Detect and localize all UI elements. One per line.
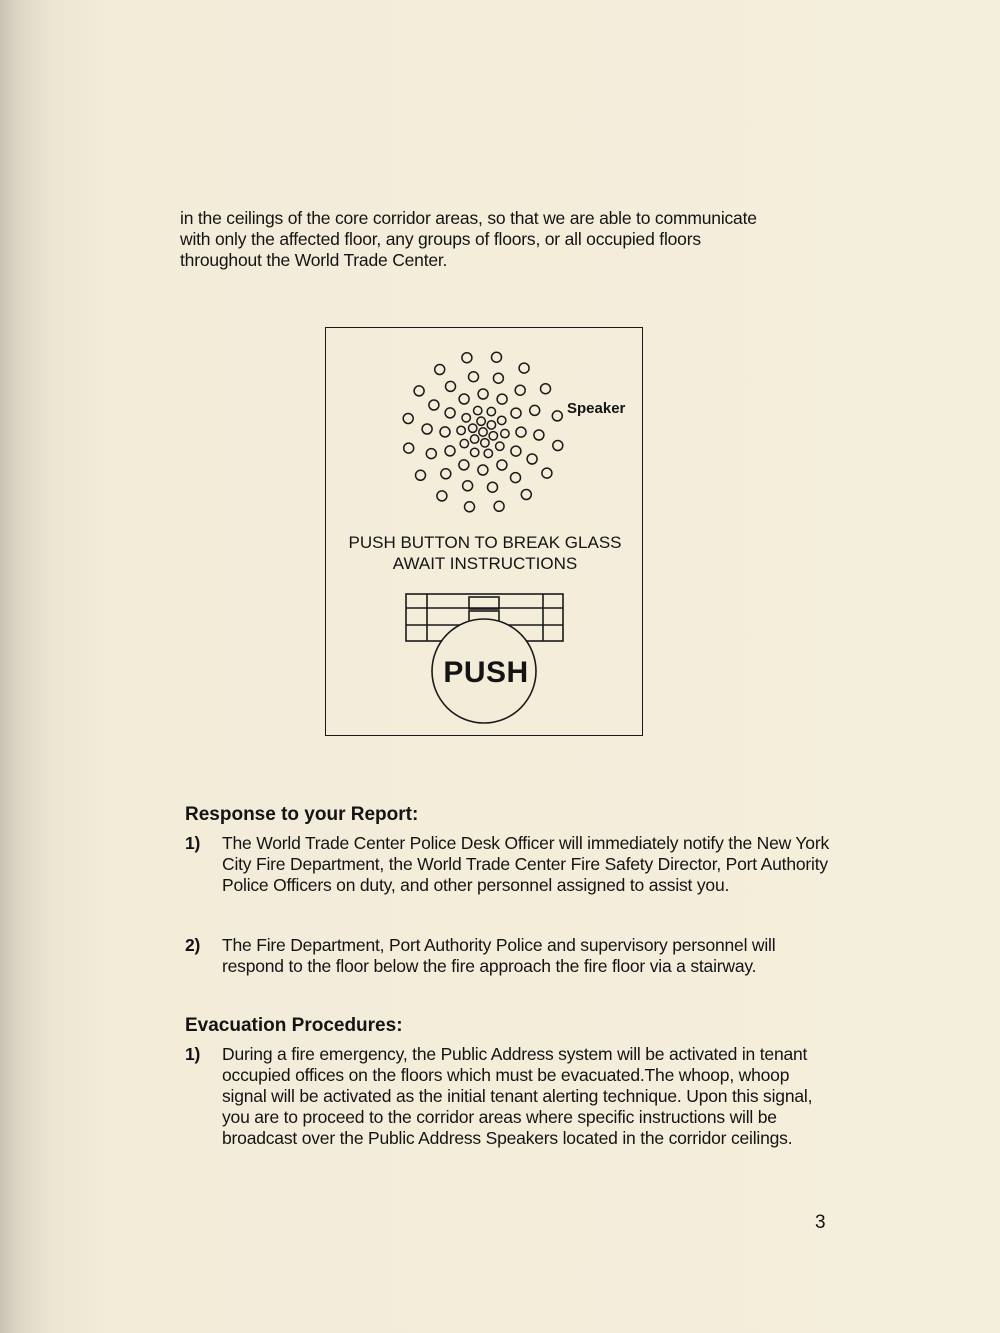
speaker-hole bbox=[470, 435, 478, 443]
speaker-hole bbox=[469, 424, 477, 432]
speaker-hole bbox=[477, 417, 485, 425]
speaker-hole bbox=[516, 427, 526, 437]
speaker-hole bbox=[445, 408, 455, 418]
speaker-hole bbox=[493, 373, 503, 383]
speaker-hole bbox=[479, 428, 487, 436]
speaker-hole bbox=[534, 430, 544, 440]
speaker-hole bbox=[497, 460, 507, 470]
speaker-label: Speaker bbox=[567, 400, 626, 417]
speaker-hole bbox=[463, 481, 473, 491]
speaker-hole bbox=[501, 429, 509, 437]
section-heading-evacuation: Evacuation Procedures: bbox=[185, 1015, 403, 1036]
speaker-hole bbox=[496, 442, 504, 450]
item-number: 1) bbox=[185, 833, 201, 853]
instruction-line-1: PUSH BUTTON TO BREAK GLASS bbox=[348, 533, 622, 552]
speaker-hole bbox=[462, 414, 470, 422]
speaker-hole bbox=[511, 473, 521, 483]
speaker-hole bbox=[465, 502, 475, 512]
item-text: The World Trade Center Police Desk Officer will immediately notify the New York City Fire Department, the World Trade Center Fire Safety Director, Port Authority Police Officers on duty, and other personnel assigned to assist you. bbox=[222, 833, 829, 895]
speaker-hole bbox=[511, 446, 521, 456]
speaker-hole bbox=[519, 363, 529, 373]
item-number: 2) bbox=[185, 935, 201, 955]
speaker-hole bbox=[521, 490, 531, 500]
speaker-hole bbox=[498, 416, 506, 424]
speaker-hole bbox=[459, 394, 469, 404]
speaker-hole bbox=[469, 372, 479, 382]
speaker-hole bbox=[459, 460, 469, 470]
speaker-hole bbox=[542, 468, 552, 478]
speaker-hole bbox=[471, 448, 479, 456]
speaker-hole bbox=[445, 446, 455, 456]
speaker-hole bbox=[457, 426, 465, 434]
speaker-hole bbox=[422, 424, 432, 434]
speaker-hole bbox=[404, 443, 414, 453]
speaker-hole bbox=[435, 365, 445, 375]
speaker-hole bbox=[416, 470, 426, 480]
speaker-hole bbox=[414, 386, 424, 396]
speaker-hole bbox=[462, 353, 472, 363]
speaker-grille-icon bbox=[403, 352, 563, 512]
speaker-hole bbox=[403, 414, 413, 424]
speaker-hole bbox=[484, 449, 492, 457]
speaker-hole bbox=[429, 400, 439, 410]
item-text: During a fire emergency, the Public Address system will be activated in tenant occupied offices on the floors which must be evacuated.The whoop, whoop signal will be activated as the initial tenant alerting technique. Upon this signal, you are to proceed to the corridor areas where specific instructions will be broadcast over the Public Address Speakers located in the corridor ceilings. bbox=[222, 1044, 813, 1148]
speaker-hole bbox=[440, 427, 450, 437]
speaker-hole bbox=[492, 352, 502, 362]
instruction-line-2: AWAIT INSTRUCTIONS bbox=[392, 554, 578, 573]
speaker-hole bbox=[460, 439, 468, 447]
speaker-hole bbox=[474, 406, 482, 414]
speaker-hole bbox=[446, 381, 456, 391]
speaker-hole bbox=[489, 432, 497, 440]
speaker-hole bbox=[481, 439, 489, 447]
item-text: The Fire Department, Port Authority Police and supervisory personnel will respond to the floor below the fire approach the fire floor via a stairway. bbox=[222, 935, 776, 976]
speaker-hole bbox=[527, 454, 537, 464]
push-button-label: PUSH bbox=[443, 656, 529, 689]
speaker-hole bbox=[497, 394, 507, 404]
speaker-hole bbox=[441, 469, 451, 479]
speaker-hole bbox=[437, 491, 447, 501]
speaker-hole bbox=[478, 465, 488, 475]
speaker-hole bbox=[487, 407, 495, 415]
speaker-hole bbox=[494, 501, 504, 511]
fire-alarm-station-diagram bbox=[325, 327, 643, 736]
speaker-hole bbox=[426, 449, 436, 459]
speaker-hole bbox=[553, 441, 563, 451]
speaker-hole bbox=[511, 408, 521, 418]
speaker-hole bbox=[515, 385, 525, 395]
item-number: 1) bbox=[185, 1044, 201, 1064]
page-number: 3 bbox=[815, 1212, 826, 1233]
speaker-hole bbox=[552, 411, 562, 421]
speaker-hole bbox=[478, 389, 488, 399]
speaker-hole bbox=[488, 482, 498, 492]
section-heading-response: Response to your Report: bbox=[185, 804, 419, 825]
speaker-hole bbox=[541, 384, 551, 394]
intro-paragraph: in the ceilings of the core corridor areas, so that we are able to communicate with only the affected floor, any groups of floors, or all occupied floors throughout the World Trade Center. bbox=[180, 208, 757, 270]
speaker-hole bbox=[530, 405, 540, 415]
speaker-hole bbox=[487, 421, 495, 429]
